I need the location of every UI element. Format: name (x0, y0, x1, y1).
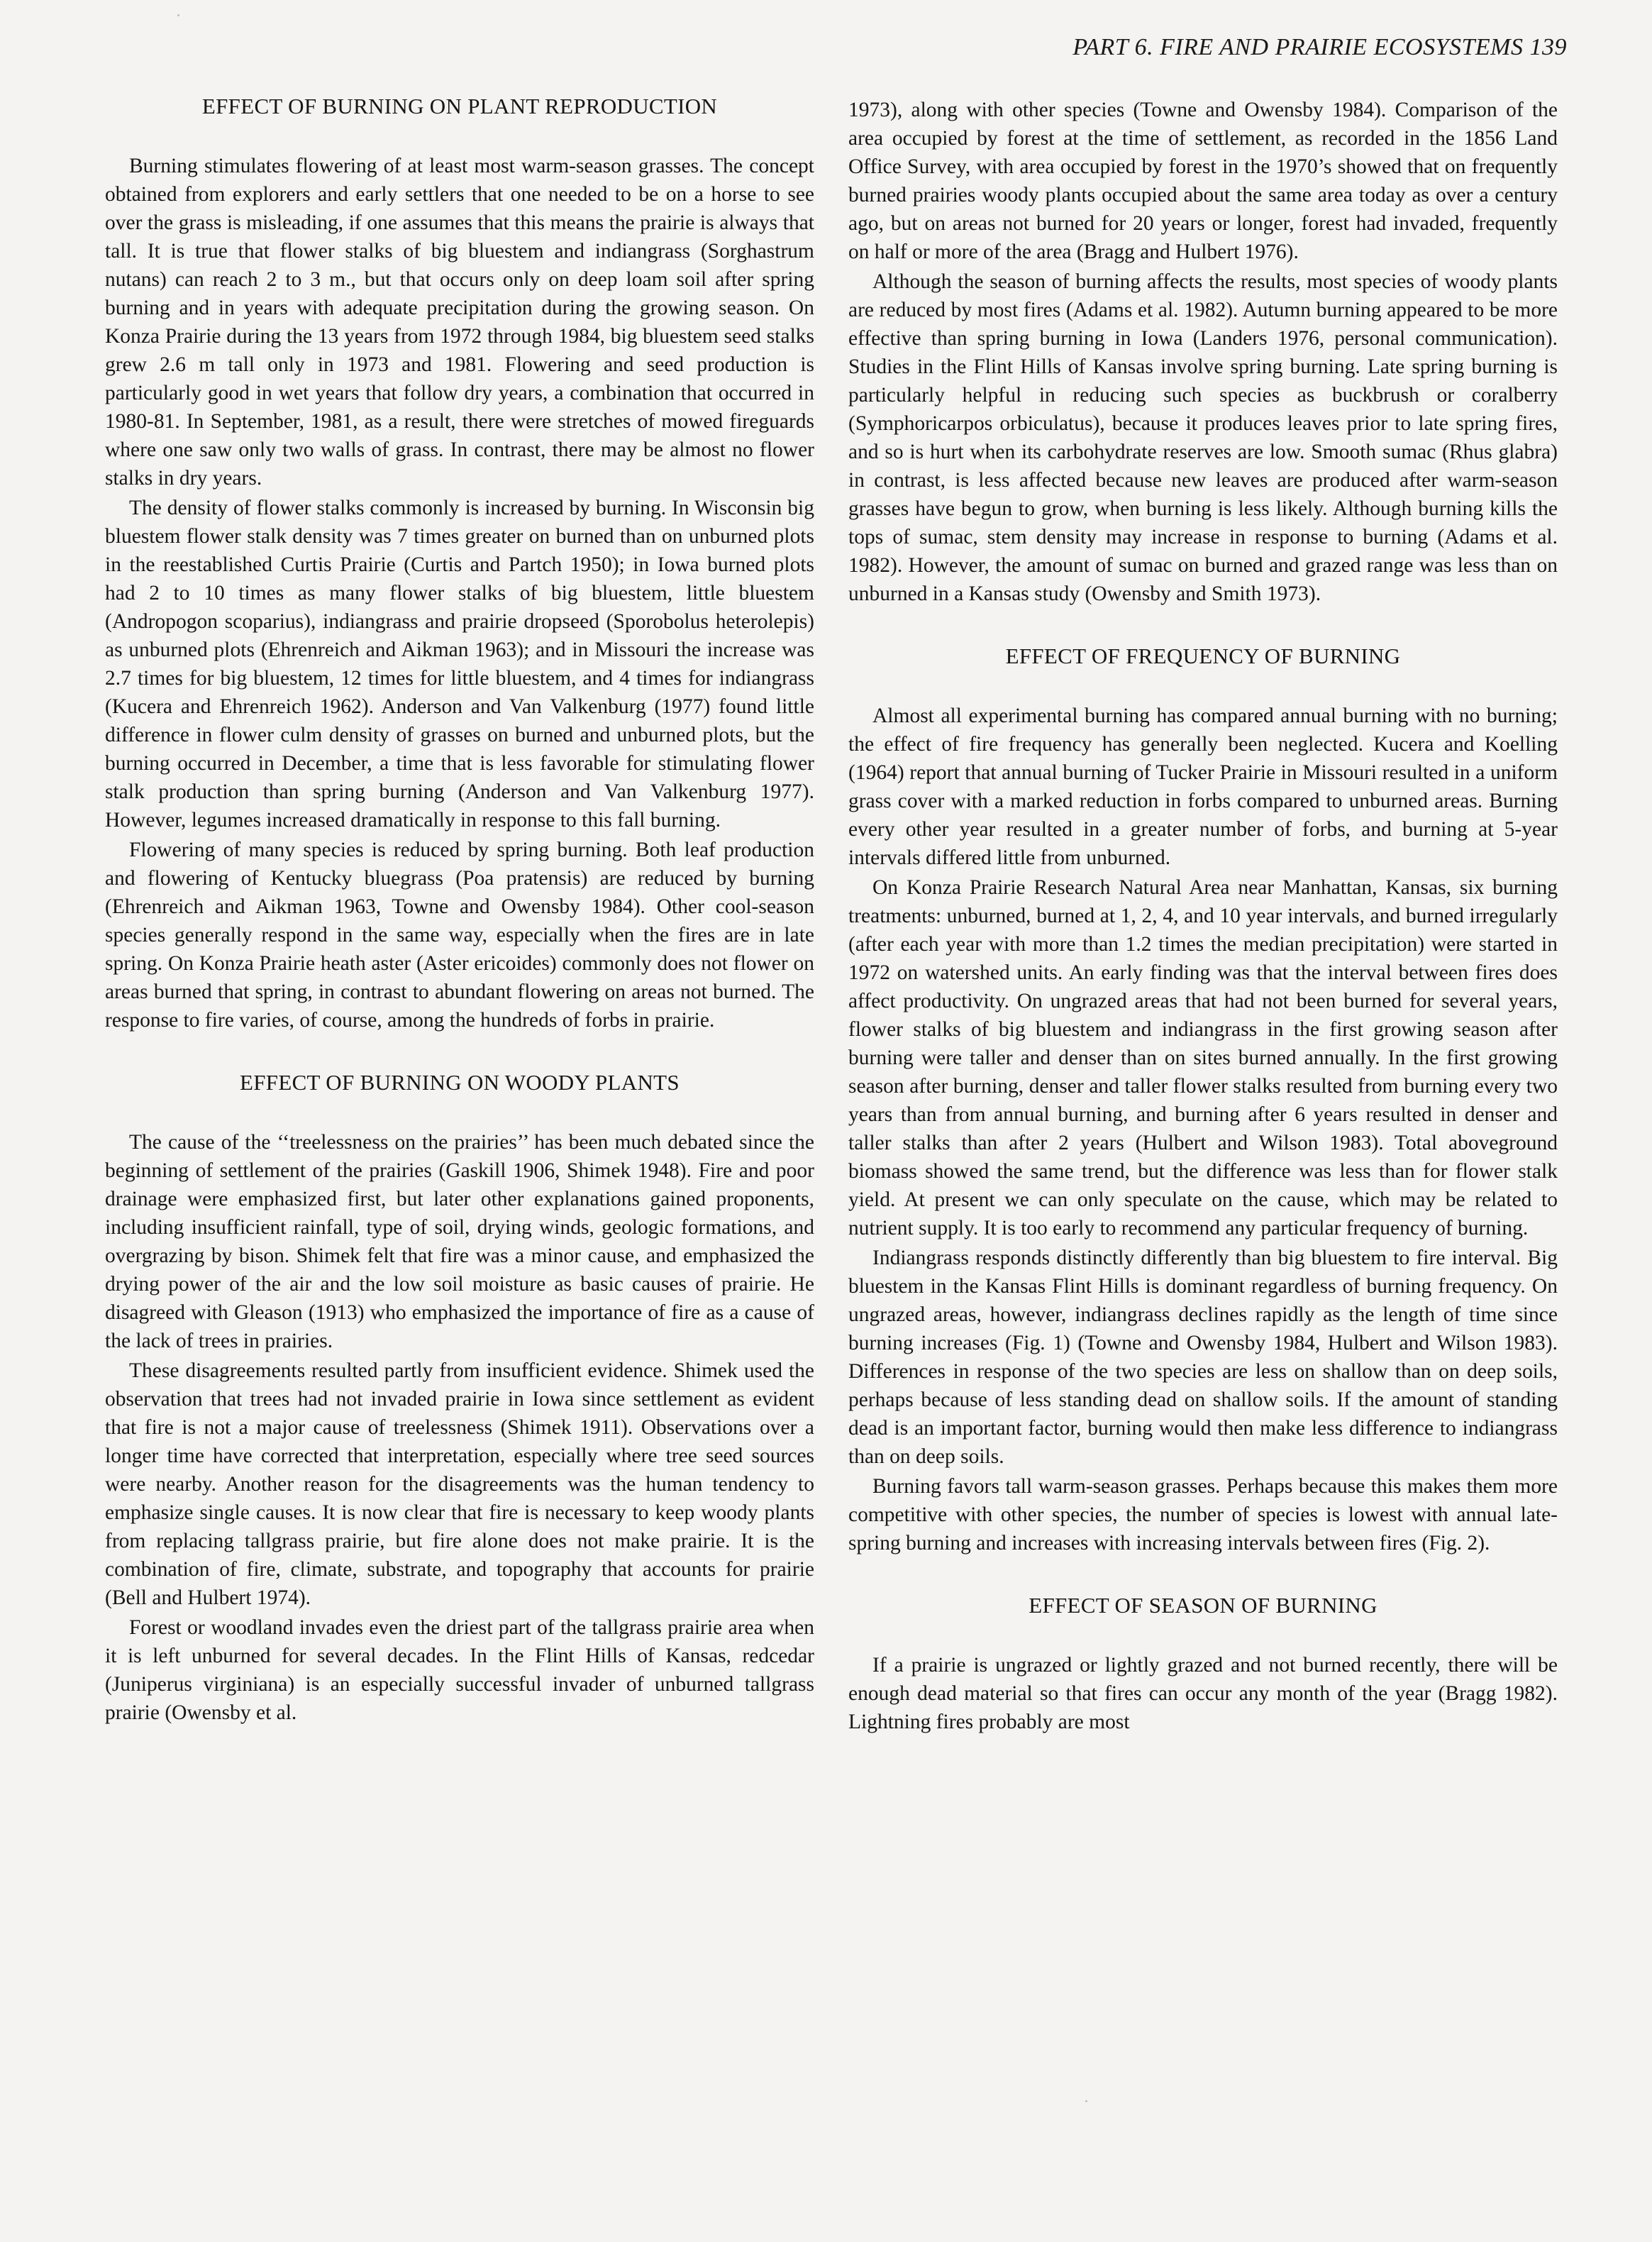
paragraph: These disagreements resulted partly from insufficient evidence. Shimek used the observation that trees had not invaded prairie in Iowa since settlement as evident that fire is not a major cause of treelessness (Shimek 1911). Observations over a longer time have corrected that interpretation, especially where tree seed sources were nearby. Another reason for the disagreements was the human tendency to emphasize single causes. It is now clear that fire is necessary to keep woody plants from replacing tallgrass prairie, but fire alone does not make prairie. It is the combination of fire, climate, substrate, and topography that accounts for prairie (Bell and Hulbert 1974). (105, 1359, 814, 1609)
paragraph: Burning stimulates flowering of at least most warm-season grasses. The concept obtained from explorers and early settlers that one needed to be on a horse to see over the grass is misleading, if one assumes that this means the prairie is always that tall. It is true that flower stalks of big bluestem and indiangrass (Sorghastrum nutans) can reach 2 to 3 m., but that occurs only on deep loam soil after spring burning and in years with adequate precipitation during the growing season. On Konza Prairie during the 13 years from 1972 through 1984, big bluestem seed stalks grew 2.6 m tall only in 1973 and 1981. Flowering and seed production is particularly good in wet years that follow dry years, a combination that occurred in 1980-81. In September, 1981, as a result, there were stretches of mowed fireguards where one saw only two walls of grass. In contrast, there may be almost no flower stalks in dry years. (105, 155, 814, 490)
scan-speck (177, 14, 179, 16)
heading-season-of-burning: EFFECT OF SEASON OF BURNING (1029, 1593, 1377, 1618)
paragraph: Forest or woodland invades even the driest part of the tallgrass prairie area when it is left unburned for several decades. In the Flint Hills of Kansas, redcedar (Juniperus virginiana) is an especially successful invader of unburned tallgrass prairie (Owensby et al. (105, 1616, 814, 1724)
paragraph: Flowering of many species is reduced by spring burning. Both leaf production and flowering of Kentucky bluegrass (Poa pratensis) are reduced by burning (Ehrenreich and Aikman 1963, Towne and Owensby 1984). Other cool-season species generally respond in the same way, especially when the fires are in late spring. On Konza Prairie heath aster (Aster ericoides) commonly does not flower on areas burned that spring, in contrast to abundant flowering on areas not burned. The response to fire varies, of course, among the hundreds of forbs in prairie. (105, 839, 814, 1032)
paragraph: The cause of the ‘‘treelessness on the prairies’’ has been much debated since the beginning of settlement of the prairies (Gaskill 1906, Shimek 1948). Fire and poor drainage were emphasized first, but later other explanations gained proponents, including insufficient rainfall, type of soil, drying winds, geologic formations, and overgrazing by bison. Shimek felt that fire was a minor cause, and emphasized the drying power of the air and the low soil moisture as basic causes of prairie. He disagreed with Gleason (1913) who emphasized the importance of fire as a cause of the lack of trees in prairies. (105, 1131, 814, 1352)
heading-plant-reproduction: EFFECT OF BURNING ON PLANT REPRODUCTION (201, 94, 718, 118)
paragraph: Almost all experimental burning has compared annual burning with no burning; the effect of fire frequency has generally been neglected. Kucera and Koelling (1964) report that annual burning of Tucker Prairie in Missouri resulted in a uniform grass cover with a marked reduction in forbs compared to unburned areas. Burning every other year resulted in a greater number of forbs, and burning at 5-year intervals differed little from unburned. (848, 705, 1558, 869)
paragraph: Burning favors tall warm-season grasses. Perhaps because this makes them more competitive with other species, the number of species is lowest with annual late-spring burning and increases with increasing intervals between fires (Fig. 2). (848, 1475, 1558, 1555)
paragraph: Although the season of burning affects the results, most species of woody plants are reduced by most fires (Adams et al. 1982). Autumn burning appeared to be more effective than spring burning in Iowa (Landers 1976, personal communication). Studies in the Flint Hills of Kansas involve spring burning. Late spring burning is particularly helpful in reducing such species as buckbrush or coralberry (Symphoricarpos orbiculatus), because it produces leaves prior to late spring fires, and so is hurt when its carbohydrate reserves are low. Smooth sumac (Rhus glabra) in contrast, is less affected because new leaves are produced after warm-season grasses have begun to grow, when burning is less likely. Although burning kills the tops of sumac, stem density may increase in response to burning (Adams et al. 1982). However, the amount of sumac on burned and grazed range was less than on unburned in a Kansas study (Owensby and Smith 1973). (848, 270, 1558, 605)
paragraph: Indiangrass responds distinctly differently than big bluestem to fire interval. Big bluestem in the Kansas Flint Hills is dominant regardless of burning frequency. On ungrazed areas, however, indiangrass declines rapidly as the length of time since burning increases (Fig. 1) (Towne and Owensby 1984, Hulbert and Wilson 1983). Differences in response of the two species are less on shallow than on deep soils, perhaps because of less standing dead on shallow soils. If the amount of standing dead is an important factor, burning would then make less difference to indiangrass than on deep soils. (848, 1247, 1558, 1468)
paragraph-continued: 1973), along with other species (Towne and Owensby 1984). Comparison of the area occupied by forest at the time of settlement, as recorded in the 1856 Land Office Survey, with area occupied by forest in the 1970’s showed that on frequently burned prairies woody plants occupied about the same area today as over a century ago, but on areas not burned for 20 years or longer, forest had invaded, frequently on half or more of the area (Bragg and Hulbert 1976). (848, 99, 1558, 263)
paragraph: On Konza Prairie Research Natural Area near Manhattan, Kansas, six burning treatments: unburned, burned at 1, 2, 4, and 10 year intervals, and burned irregularly (after each year with more than 1.2 times the median precipitation) were started in 1972 on watershed units. An early finding was that the interval between fires does affect productivity. On ungrazed areas that had not been burned for several years, flower stalks of big bluestem and indiangrass in the first growing season after burning were taller and denser than on sites burned annually. In the first growing season after burning, denser and taller flower stalks resulted from burning every two years than from annual burning, and burning after 6 years resulted in denser and taller stalks than after 2 years (Hulbert and Wilson 1983). Total aboveground biomass showed the same trend, but the difference was less than for flower stalk yield. At present we can only speculate on the cause, which may be related to nutrient supply. It is too early to recommend any particular frequency of burning. (848, 876, 1558, 1239)
left-column (105, 92, 814, 1728)
heading-woody-plants: EFFECT OF BURNING ON WOODY PLANTS (240, 1070, 680, 1095)
scan-speck (1085, 2100, 1087, 2102)
heading-frequency-of-burning: EFFECT OF FREQUENCY OF BURNING (1005, 644, 1401, 668)
paragraph: If a prairie is ungrazed or lightly grazed and not burned recently, there will be enough dead material so that fires can occur any month of the year (Bragg 1982). Lightning fires probably are most (848, 1654, 1558, 1733)
running-head: PART 6. FIRE AND PRAIRIE ECOSYSTEMS 139 (1072, 34, 1567, 60)
paragraph: The density of flower stalks commonly is increased by burning. In Wisconsin big bluestem flower stalk density was 7 times greater on burned than on unburned plots in the reestablished Curtis Prairie (Curtis and Partch 1950); in Iowa burned plots had 2 to 10 times as many flower stalks of big bluestem, little bluestem (Andropogon scoparius), indiangrass and prairie dropseed (Sporobolus heterolepis) as unburned plots (Ehrenreich and Aikman 1963); and in Missouri the increase was 2.7 times for big bluestem, 12 times for little bluestem, and 4 times for indiangrass (Kucera and Ehrenreich 1962). Anderson and Van Valkenburg (1977) found little difference in flower culm density of grasses on burned and unburned plots, but the burning occurred in December, a time that is less favorable for stimulating flower stalk production than spring burning (Anderson and Van Valkenburg 1977). However, legumes increased dramatically in response to this fall burning. (105, 497, 814, 832)
right-column (848, 96, 1558, 1738)
